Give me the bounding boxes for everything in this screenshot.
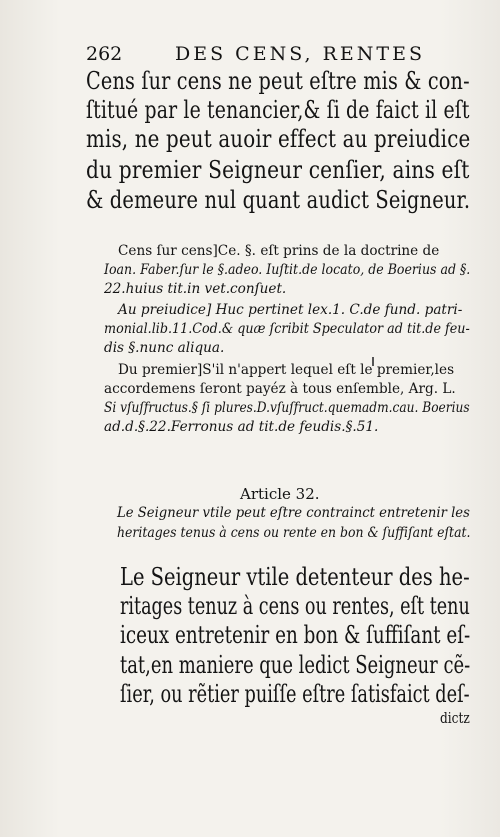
note-line: Cens ſur cens]Ce. §. eſt prins de la doctrine de <box>118 243 440 259</box>
summary-line: Le Seigneur vtile peut eſtre contrainct entretenir les <box>117 505 470 521</box>
note-line: Au preiudice] Huc pertinet lex.1. C.de fund. patri- <box>118 302 463 318</box>
main-text-line: du premier Seigneur cenſier, ains eſt <box>86 156 470 184</box>
note-line: monial.lib.11.Cod.& quæ ſcribit Speculator ad tit.de feu- <box>104 321 470 337</box>
running-title: DES CENS, RENTES <box>175 43 425 65</box>
note-line: ad.d.§.22.Ferronus ad tit.de feudis.§.51. <box>104 419 379 435</box>
article-heading: Article 32. <box>240 485 320 503</box>
note-line: Si vſuſfructus.§ ſi plures.D.vſuſfruct.quemadm.cau. Boerius <box>104 400 470 416</box>
note-line: 22.huius tit.in vet.conſuet. <box>104 281 287 297</box>
main-text-line: Cens ſur cens ne peut eſtre mis & con- <box>86 67 470 95</box>
note-line: Ioan. Faber.ſur le §.adeo. Iuſtit.de locato, de Boerius ad §. <box>104 262 471 278</box>
article-text-line: Le Seigneur vtile detenteur des he- <box>120 563 470 591</box>
article-text-line: ritages tenuz à cens ou rentes, eſt tenu <box>120 592 470 620</box>
note-line: Du premier]S'il n'appert lequel eſt le premier,les <box>118 362 455 378</box>
main-text-line: & demeure nul quant audict Seigneur. <box>86 186 471 214</box>
catchword: dictz <box>440 709 470 727</box>
page-number: 262 <box>86 43 123 65</box>
note-line: accordemens ſeront payéz à tous enſemble, Arg. L. <box>104 381 456 397</box>
article-text-line: ſier, ou rẽtier puiſſe eſtre ſatisfaict deſ- <box>120 680 470 708</box>
note-line: dis §.nunc aliqua. <box>104 340 225 356</box>
main-text-line: mis, ne peut auoir effect au preiudice <box>86 125 471 153</box>
main-text-line: ſtitué par le tenancier,& ſi de faict il eſt <box>86 96 470 124</box>
article-text-line: tat,en maniere que ledict Seigneur cẽ- <box>120 651 471 679</box>
article-text-line: iceux entretenir en bon & ſuffiſant eſ- <box>120 621 471 649</box>
summary-line: heritages tenus à cens ou rente en bon & ſuffiſant eſtat. <box>117 525 471 541</box>
